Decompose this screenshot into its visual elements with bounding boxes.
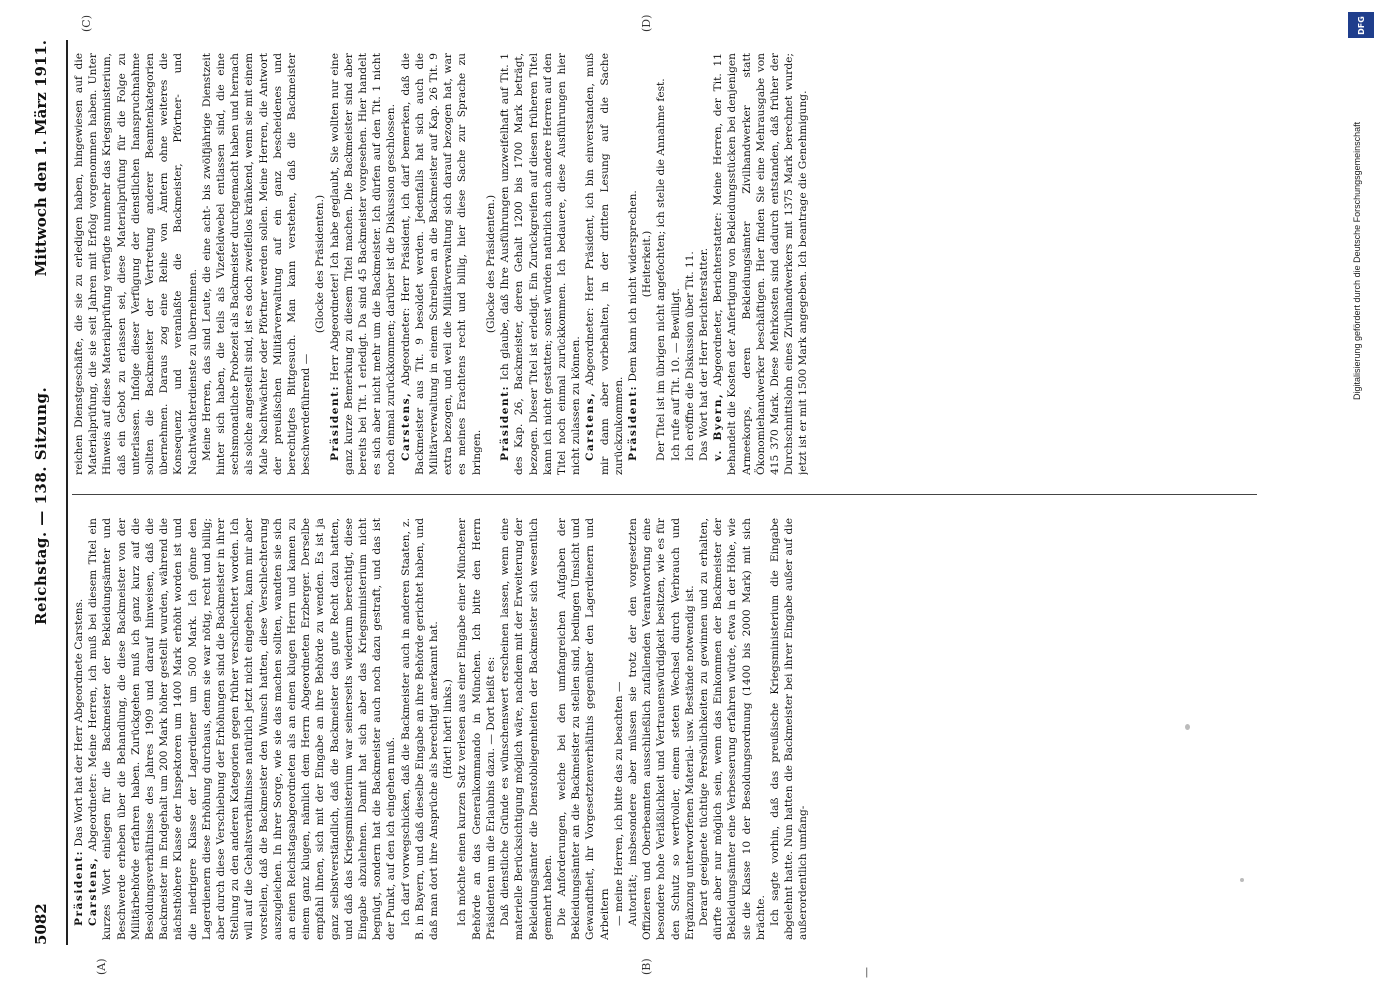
- paragraph-text: reichen Dienstgeschäfte, die sie zu erledigen haben, hingewiesen auf die Materialprüfung, die sie seit Jahren mit Erfolg vorgenommen haben. Unter Hinweis auf diese Materialprüfung verfügte nunmehr das Kriegsministerium, daß ein Gebot zu erlassen sei, diese Materialprüfung für die Folge zu unterlassen. Infolge dieser Verfügung der dienstlichen Inanspruchnahme sollten die Backmeister der Vertretung anderer Beamtenkategorien übernehmen. Daraus zog eine Reihe von Ämtern ohne weiteres die Konsequenz und veranlaßte die Backmeister, Pförtner- und Nachtwächterdienste zu übernehmen.: [73, 53, 199, 475]
- dfg-logo: [1348, 12, 1374, 38]
- paragraph: [484, 53, 498, 475]
- paragraph-text: Der Titel ist im übrigen nicht angefochten; ich stelle die Annahme fest.: [655, 78, 668, 461]
- right-column: [72, 53, 1272, 475]
- margin-dash: —: [860, 967, 873, 978]
- paragraph: [640, 53, 654, 475]
- paragraph-text: Abgeordneter: Herr Präsident, ich bin einverstanden, muß mir dann aber vorbehalten, in der dritten Lesung auf die Sache zurückzukommen.: [584, 53, 625, 475]
- paragraph-text: Ich sagte vorhin, daß das preußische Kriegsministerium die Eingabe abgelehnt hatte. Nun hatten die Backmeister bei ihrer Eingabe außer auf die außerordentlich umfang-: [768, 518, 810, 940]
- margin-mark-b: (B): [640, 958, 653, 975]
- margin-mark-a: (A): [95, 958, 108, 975]
- paragraph-text: — meine Herren, ich bitte das zu beachten —: [612, 681, 625, 926]
- speaker-name: Präsident:: [626, 384, 639, 461]
- paragraph-text: Abgeordneter, Berichterstatter: Meine Herren, der Tit. 11 behandelt die Kosten der Anfertigung von Bekleidungsstücken bei denjenigen Armeekorps, deren Bekleidungsämter Zivilhandwerker statt Ökonomiehandwerker beschäftigen. Hier finden Sie eine Mehrausgabe von 415 370 Mark. Diese Mehrkosten sind dadurch entstanden, daß früher der Durchschnittslohn eines Zivilhandwerkers mit 1375 Mark berechnet wurde; jetzt ist er mit 1500 Mark angegeben. Ich beantrage die Genehmigung.: [712, 53, 810, 475]
- paragraph: [626, 53, 640, 475]
- paragraph: [399, 518, 442, 940]
- page-number: 5082: [32, 903, 50, 945]
- paragraph-text: Ich glaube, daß Ihre Ausführungen unzweifelhaft auf Tit. 1 des Kap. 26, Backmeister, deren Gehalt 1200 bis 1700 Mark beträgt, bezogen. Dieser Titel ist erledigt. Ein Zurückgreifen auf diesen früheren Titel kann ich nicht gestatten; sonst würden natürlich auch andere Herren auf den Titel noch einmal zurückkommen. Ich bedauere, diese Ausführungen hier nicht zulassen zu können.: [499, 53, 583, 475]
- paragraph-text: Daß dienstliche Gründe es wünschenswert erscheinen lassen, wenn eine materielle Berücksichtigung möglich wäre, nachdem mit der Erweiterung der Bekleidungsämter die Dienstobliegenheiten der Backmeister sich wesentlich gemehrt haben.: [499, 518, 554, 940]
- paragraph-text: Abgeordneter: Herr Präsident, ich darf bemerken, daß die Backmeister aus Tit. 9 besoldet werden. Jedenfalls hat sich auch die Militärverwaltung in einem Schreiben an die Backmeister auf Kap. 26 Tit. 9 extra bezogen, und weil die Militärverwaltung sich darauf bezogen hat, war es meines Erachtens recht und billig, hier diese Sache zur Sprache zu bringen.: [399, 53, 483, 475]
- paragraph: [626, 518, 697, 940]
- digitization-credit: [1352, 40, 1372, 400]
- paragraph: [612, 518, 626, 940]
- ink-spot: [1240, 878, 1244, 882]
- paragraph: [768, 518, 811, 940]
- speaker-name: Präsident:: [328, 384, 341, 461]
- paragraph-text: Ich möchte einen kurzen Satz verlesen aus einer Eingabe einer Münchener Behörde an das Generalkommando in München. Ich bitte den Herrn Präsidenten um die Erlaubnis dazu. — Dort heißt es:: [456, 518, 497, 940]
- paragraph-text: Abgeordneter: Meine Herren, ich muß bei diesem Titel ein kurzes Wort einlegen für die Backmeister der Bekleidungsämter und Beschwerde erheben über die Behandlung, die diese Backmeister von der Militärbehörde erfahren haben. Zurückgehen muß ich ganz kurz auf die Besoldungsverhältnisse des Jahres 1909 und darauf hinweisen, daß die Backmeister im Endgehalt um 200 Mark höher gestellt wurden, während die nächsthöhere Klasse der Inspektoren um 1400 Mark erhöht worden ist und die niedrigere Klasse der Lagerdiener um 500 Mark. Ich gönne den Lagerdienern diese Erhöhung durchaus, denn sie war nötig, recht und billig; aber durch diese Verschiebung der Erhöhungen sind die Backmeister in ihrer Stellung zu den anderen Kategorien gegen früher verschlechtert worden. Ich will auf die Gehaltsverhältnisse natürlich jetzt nicht eingehen, kann mir aber vorstellen, daß die Backmeister den Wunsch hatten, diese Verschlechterung auszugleichen. In ihrer Sorge, wie sie das machen sollten, wandten sie sich an einen Reichstagsabgeordneten als an einen klugen Herrn und kamen zu einem ganz klugen, nämlich dem Herrn Abgeordneten Erzberger. Derselbe empfahl ihnen, sich mit der Eingabe an ihre Behörde zu wenden. Es ist ja ganz selbstverständlich, daß die Backmeister das gute Recht dazu hatten, und daß das Kriegsministerium war seinerseits wiederum berechtigt, diese Eingabe abzulehnen. Damit hat sich aber das Kriegsministerium nicht begnügt, sondern hat die Backmeister auch noch dazu gestraft, und das ist der Punkt, auf den ich eingehen muß.: [87, 518, 398, 940]
- paragraph: [72, 53, 200, 475]
- paragraph: [669, 53, 683, 475]
- paragraph: [72, 518, 86, 940]
- session-date: Mittwoch den 1. März 1911.: [32, 40, 50, 277]
- paragraph-text: Ich rufe auf Tit. 10. — Bewilligt.: [669, 288, 682, 461]
- margin-mark-d: (D): [640, 14, 653, 32]
- speaker-name: Carstens,: [87, 856, 100, 926]
- running-title: Reichstag. — 138. Sitzung.: [32, 386, 50, 625]
- paragraph-text: Dem kann ich nicht widersprechen.: [626, 190, 639, 382]
- paragraph: [313, 53, 327, 475]
- paragraph-text: Ich darf vorwegschicken, daß die Backmeister auch in anderen Staaten, z. B. in Bayern, und daß dieselbe Eingabe an ihre Behörde gerichtet haben, und daß man dort ihre Ansprüche als berechtigt anerkannt hat.: [399, 518, 441, 940]
- speaker-name: Präsident:: [73, 849, 85, 926]
- paragraph: [200, 53, 314, 475]
- paragraph: [555, 518, 612, 940]
- paragraph: [498, 53, 583, 475]
- paragraph-text: Die Anforderungen, welche bei den umfangreichen Aufgaben der Bekleidungsämter an die Backmeister zu stellen sind, bedingen Umsicht und Gewandtheit, ihr Vorgesetztenverhältnis gegenüber den Lagerdienern und Arbeitern: [555, 518, 611, 940]
- paragraph-text: Das Wort hat der Herr Berichterstatter.: [697, 247, 710, 461]
- paragraph: [86, 518, 398, 940]
- paragraph: [399, 53, 484, 475]
- paragraph: [654, 53, 668, 475]
- header-rule: [66, 40, 68, 945]
- paragraph: [498, 518, 555, 940]
- left-column: [72, 518, 1272, 940]
- speaker-name: Carstens,: [584, 391, 597, 461]
- page-header: [32, 40, 58, 945]
- paragraph-text: (Heiterkeit.): [641, 230, 654, 298]
- paragraph-text: Das Wort hat der Herr Abgeordnete Carstens.: [73, 598, 85, 847]
- paragraph: [697, 53, 711, 475]
- column-divider: [72, 494, 1257, 495]
- paragraph: [328, 53, 399, 475]
- ink-spot: [1185, 724, 1190, 730]
- paragraph-text: (Glocke des Präsidenten.): [484, 194, 497, 334]
- paragraph-text: Derart geeignete tüchtige Persönlichkeiten zu gewinnen und zu erhalten, dürfte aber nur möglich sein, wenn das Einkommen der Backmeister der Bekleidungsämter eine Verbesserung erfahren würde, etwa in der Höhe, wie sie die Klasse 10 der Besoldungsordnung (1400 bis 2000 Mark) mit sich brächte.: [697, 518, 767, 940]
- paragraph-text: Autorität; insbesondere aber müssen sie trotz der den vorgesetzten Offizieren und Oberbeamten ausschließlich zufallenden Verantwortung eine besondere hohe Verläßlichkeit und Vertrauenswürdigkeit besitzen, wie es für den Schutz so wertvoller, einem steten Wechsel durch Verbrauch und Ergänzung unterworfenen Material- usw. Bestände notwendig ist.: [626, 518, 696, 940]
- credit-text: Digitalisierung gefördert durch die Deutsche Forschungsgemeinschaft: [1352, 121, 1362, 400]
- paragraph: [441, 518, 455, 940]
- paragraph: [455, 518, 498, 940]
- paragraph-text: Meine Herren, das sind Leute, die eine acht- bis zwölfjährige Dienstzeit hinter sich haben, die teils als Vizefeldwebel entlassen sind, die eine sechsmonatliche Probezeit als Backmeister durchgemacht haben und hernach als solche angestellt sind, ist es doch zweifellos kränkend, wenn sie mit einem Male Nachtwächter oder Pförtner werden sollen. Meine Herren, die Antwort der preußischen Militärverwaltung auf ein ganz bescheidenes und berechtigtes Bittgesuch. Man kann verstehen, daß die Backmeister beschwerdeführend —: [200, 53, 313, 475]
- speaker-name: Carstens,: [399, 391, 412, 461]
- speaker-name: v. Byern,: [712, 392, 725, 461]
- paragraph-text: Herr Abgeordneter! Ich habe geglaubt, Sie wollten nur eine ganz kurze Bemerkung zu diesem Titel machen. Die Backmeister sind aber bereits bei Tit. 1 erledigt. Da sind 45 Backmeister vorgesehen. Hier handelt es sich aber nicht mehr um die Backmeister. Ich dürfen auf den Tit. 1 nicht noch einmal zurückkommen; darüber ist die Diskussion geschlossen.: [328, 53, 398, 475]
- paragraph: [583, 53, 626, 475]
- paragraph: [711, 53, 810, 475]
- paragraph-text: Ich eröffne die Diskussion über Tit. 11.: [683, 251, 696, 461]
- dfg-logo-text: DFG: [1356, 15, 1366, 35]
- paragraph: [683, 53, 697, 475]
- speaker-name: Präsident:: [499, 384, 512, 461]
- paragraph-text: (Hört! hört! links.): [442, 679, 455, 779]
- margin-mark-c: (C): [80, 15, 93, 32]
- paragraph: [697, 518, 768, 940]
- paragraph-text: (Glocke des Präsidenten.): [314, 194, 327, 334]
